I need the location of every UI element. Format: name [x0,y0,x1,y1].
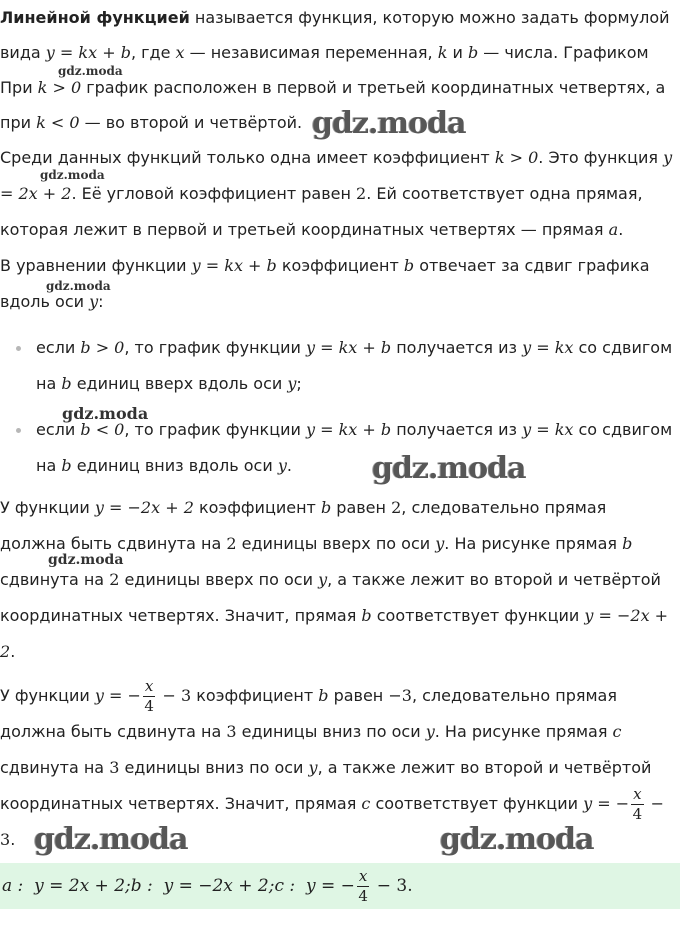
text: . Её угловой коэффициент равен [71,184,357,203]
bullet-dot [16,428,21,433]
text: , следовательно прямая должна быть сдвинута на [0,498,607,553]
text: соответствует функции [370,794,584,813]
answer-label-c: c : [274,876,296,896]
line-label: c [612,722,622,741]
fraction-denominator: 4 [632,805,643,823]
text: сдвинута на [0,758,110,777]
text: если [36,420,81,439]
watermark: gdz.moda [62,404,149,423]
var-b: b [403,256,415,275]
line-label: b [361,606,372,625]
var-b: b [318,686,329,705]
var-b: b [320,498,332,517]
answer-formula-a: y = 2x + 2; [34,876,131,896]
formula: − 3 [0,794,665,849]
text: называется функция, которую можно задать формулой вида [0,8,670,62]
watermark: gdz.moda [34,822,188,857]
var-y: y [287,374,297,393]
condition: b < 0 [80,420,125,439]
answer-formula-c-tail: − 3. [371,876,413,896]
number: 3 [109,758,120,777]
term-bold: Линейной функцией [0,8,190,27]
var-y: y [425,722,435,741]
answer-line [0,863,680,909]
formula: y = kx + b [191,256,277,275]
text: У функции [0,686,95,705]
watermark: gdz.moda [312,106,466,141]
text: со сдвигом на [36,338,673,393]
watermark: gdz.moda [58,64,123,78]
shift-rules-list [0,330,676,484]
text: единицы вниз по оси [236,722,426,741]
text: если [36,338,81,357]
fraction [357,866,369,905]
text: ; [296,374,302,393]
formula: y = kx [522,338,574,357]
text: равен [331,498,392,517]
answer-formula-c: y = − [305,876,355,896]
formula: y = kx + b [45,43,131,62]
line-b-paragraph [0,490,676,670]
text: В уравнении функции [0,256,192,275]
text: получается из [391,338,523,357]
var-y: y [308,758,318,777]
watermark: gdz.moda [440,822,594,857]
text: , то график функции [124,338,306,357]
text: равен [328,686,389,705]
text: график расположен в первой и третьей координатных четвертях, а при [0,78,666,132]
formula: y = 2x + 2 [0,148,673,203]
text: . [286,456,292,475]
answer-formula-b: y = −2x + 2; [163,876,275,896]
var-y: y [318,570,328,589]
var-y: y [89,292,99,311]
text: , а также лежит во второй и четвёртой координатных четвертях. Значит, прямая [0,758,652,813]
var-b: b [467,43,479,62]
text: единиц вверх вдоль оси [71,374,288,393]
number: 2 [226,534,237,553]
text: со сдвигом на [36,420,673,475]
text: . На рисунке прямая [434,722,613,741]
fraction-numerator: x [144,677,154,695]
formula: y = − [94,686,141,705]
text: единицы вверх по оси [119,570,319,589]
text: получается из [391,420,523,439]
text: , то график функции [124,420,306,439]
formula: y = −2x + 2 [0,606,669,661]
var-k: k [437,43,448,62]
text: : [98,292,104,311]
formula: − 3 [157,686,192,705]
condition: b > 0 [80,338,125,357]
formula: y = − [583,794,630,813]
number: 2 [356,184,367,203]
text: отвечает за сдвиг графика вдоль оси [0,256,650,311]
answer-box [0,863,680,909]
text: — числа. Графиком При [0,43,649,97]
text: , где [130,43,176,62]
text: единицы вниз по оси [119,758,309,777]
var-y: y [435,534,445,553]
text: сдвинута на [0,570,110,589]
answer-label-a: a : [2,876,24,896]
var-b: b [61,374,72,393]
line-label: b [622,534,633,553]
text: и [447,43,468,62]
text: Среди данных функций только одна имеет коэффициент [0,148,495,167]
text: — независимая переменная, [184,43,438,62]
fraction-numerator: x [358,866,368,885]
fraction [631,787,643,822]
condition-k-negative: k < 0 [36,113,80,132]
line-c-paragraph [0,678,676,858]
answer-label-b: b : [130,876,153,896]
text: коэффициент [193,498,321,517]
text: . [10,830,16,849]
line-label: a [608,220,619,239]
text: соответствует функции [371,606,585,625]
number: 2 [391,498,402,517]
text: коэффициент [276,256,404,275]
text: , а также лежит во второй и четвёртой координатных четвертях. Значит, прямая [0,570,661,625]
text: единицы вверх по оси [236,534,436,553]
number: 2 [109,570,120,589]
k-analysis-paragraph [0,140,676,248]
text: . Это функция [538,148,664,167]
list-item [16,330,676,402]
formula: y = kx [522,420,574,439]
text: У функции [0,498,95,517]
text: . [10,642,16,661]
var-y: y [277,456,287,475]
line-label: c [361,794,371,813]
watermark: gdz.moda [46,279,111,293]
condition: k > 0 [494,148,539,167]
fraction-denominator: 4 [358,886,368,905]
number: −3 [388,686,412,705]
definition-paragraph [0,0,676,140]
number: 3 [226,722,237,741]
text: единиц вниз вдоль оси [71,456,278,475]
text: коэффициент [191,686,319,705]
watermark: gdz.moda [372,451,526,486]
bullet-dot [16,346,21,351]
fraction-denominator: 4 [144,697,154,715]
text: — во второй и четвёртой. [79,113,303,132]
watermark: gdz.moda [40,168,105,182]
watermark: gdz.moda [48,552,124,568]
formula: y = kx + b [305,420,392,439]
var-b: b [61,456,72,475]
text: . Ей соответствует одна прямая, которая лежит в первой и третьей координатных четвертях — прямая [0,184,643,239]
formula: y = −2x + 2 [94,498,194,517]
fraction-numerator: x [633,785,642,803]
text: . [618,220,624,239]
var-x: x [175,43,185,62]
formula: y = kx + b [305,338,392,357]
text: . На рисунке прямая [444,534,623,553]
fraction [143,679,155,714]
condition-k-positive: k > 0 [37,78,82,97]
text: , следовательно прямая должна быть сдвинута на [0,686,617,741]
b-coefficient-paragraph [0,248,676,320]
list-item [16,412,676,484]
